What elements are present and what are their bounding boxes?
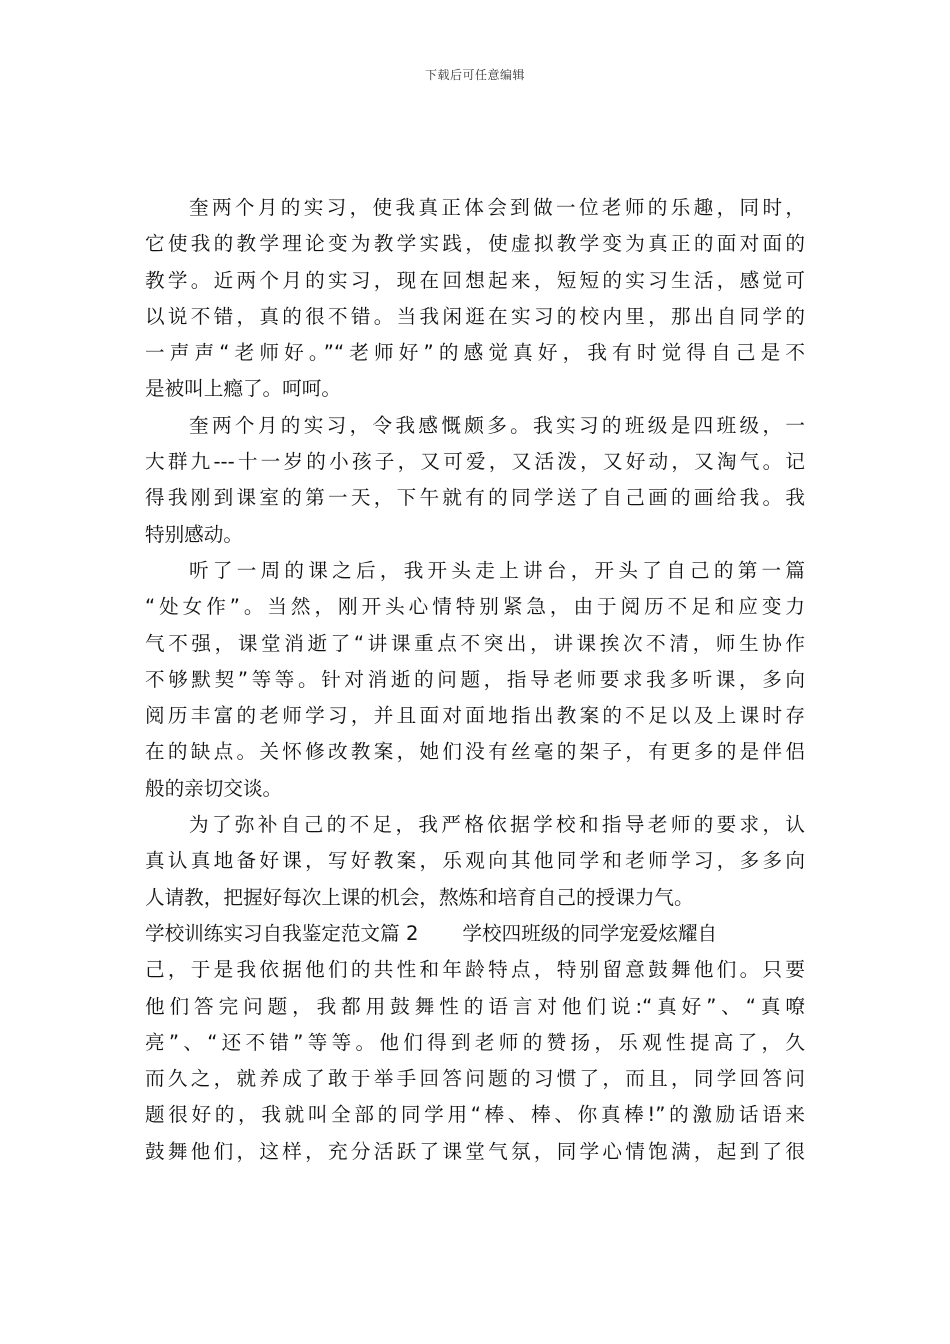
- text-line: 大群九---十一岁的小孩子，又可爱，又活泼，又好动，又淘气。记: [145, 450, 805, 474]
- text-line: 得我刚到课室的第一天，下午就有的同学送了自己画的画给我。我: [145, 486, 805, 510]
- text-line: 不够默契”等等。针对消逝的问题，指导老师要求我多听课，多向: [145, 667, 805, 691]
- text-line: 以说不错，真的很不错。当我闲逛在实习的校内里，那出自同学的: [145, 304, 805, 328]
- text-line: 它使我的教学理论变为教学实践，使虚拟教学变为真正的面对面的: [145, 232, 805, 256]
- text-line: 亮”、“还不错”等等。他们得到老师的赞扬，乐观性提高了，久: [145, 1030, 805, 1054]
- text-line: 在的缺点。关怀修改教案，她们没有丝毫的架子，有更多的是伴侣: [145, 740, 805, 764]
- text-line: 他们答完问题，我都用鼓舞性的语言对他们说:“真好”、“真嘹: [145, 994, 805, 1018]
- text-line: 奎两个月的实习，令我感慨颇多。我实习的班级是四班级，一: [189, 413, 805, 437]
- text-line: 阅历丰富的老师学习，并且面对面地指出教案的不足以及上课时存: [145, 704, 805, 728]
- text-line: 一声声“老师好。”“老师好”的感觉真好，我有时觉得自己是不: [145, 341, 805, 365]
- paragraph-1: [145, 190, 805, 408]
- text-line: 为了弥补自己的不足，我严格依据学校和指导老师的要求，认: [189, 813, 805, 837]
- document-body: [145, 190, 805, 1170]
- text-line: 特别感动。: [145, 522, 243, 546]
- text-line: 题很好的，我就叫全部的同学用“棒、棒、你真棒!”的激励话语来: [145, 1103, 805, 1127]
- text-line: 教学。近两个月的实习，现在回想起来，短短的实习生活，感觉可: [145, 268, 805, 292]
- text-line: 是被叫上瘾了。呵呵。: [145, 377, 341, 401]
- text-line: 奎两个月的实习，使我真正体会到做一位老师的乐趣，同时，: [189, 196, 805, 219]
- text-line: “处女作”。当然，刚开头心情特别紧急，由于阅历不足和应变力: [145, 595, 805, 619]
- page-header: 下载后可任意编辑: [424, 68, 525, 82]
- paragraph-4: [145, 807, 805, 916]
- paragraph-2: [145, 408, 805, 553]
- text-line: 鼓舞他们，这样，充分活跃了课堂气氛，同学心情饱满，起到了很: [145, 1139, 805, 1163]
- text-line: 己，于是我依据他们的共性和年龄特点，特别留意鼓舞他们。只要: [145, 958, 805, 982]
- text-line: 真认真地备好课，写好教案，乐观向其他同学和老师学习，多多向: [145, 849, 805, 873]
- text-segment: 学校四班级的同学宠爱炫耀自: [462, 921, 718, 945]
- text-line: 气不强，课堂消逝了“讲课重点不突出，讲课挨次不清，师生协作: [145, 631, 805, 655]
- section-heading-line: [145, 916, 805, 952]
- text-line: 人请教，把握好每次上课的机会，熬炼和培育自己的授课力气。: [145, 885, 694, 909]
- text-line: 而久之，就养成了敢于举手回答问题的习惯了，而且，同学回答问: [145, 1067, 805, 1091]
- section-2: [145, 916, 805, 1170]
- paragraph-3: [145, 553, 805, 807]
- section-heading: 学校训练实习自我鉴定范文篇 2: [145, 921, 419, 945]
- text-line: 般的亲切交谈。: [145, 776, 283, 800]
- text-line: 听了一周的课之后，我开头走上讲台，开头了自己的第一篇: [189, 558, 805, 582]
